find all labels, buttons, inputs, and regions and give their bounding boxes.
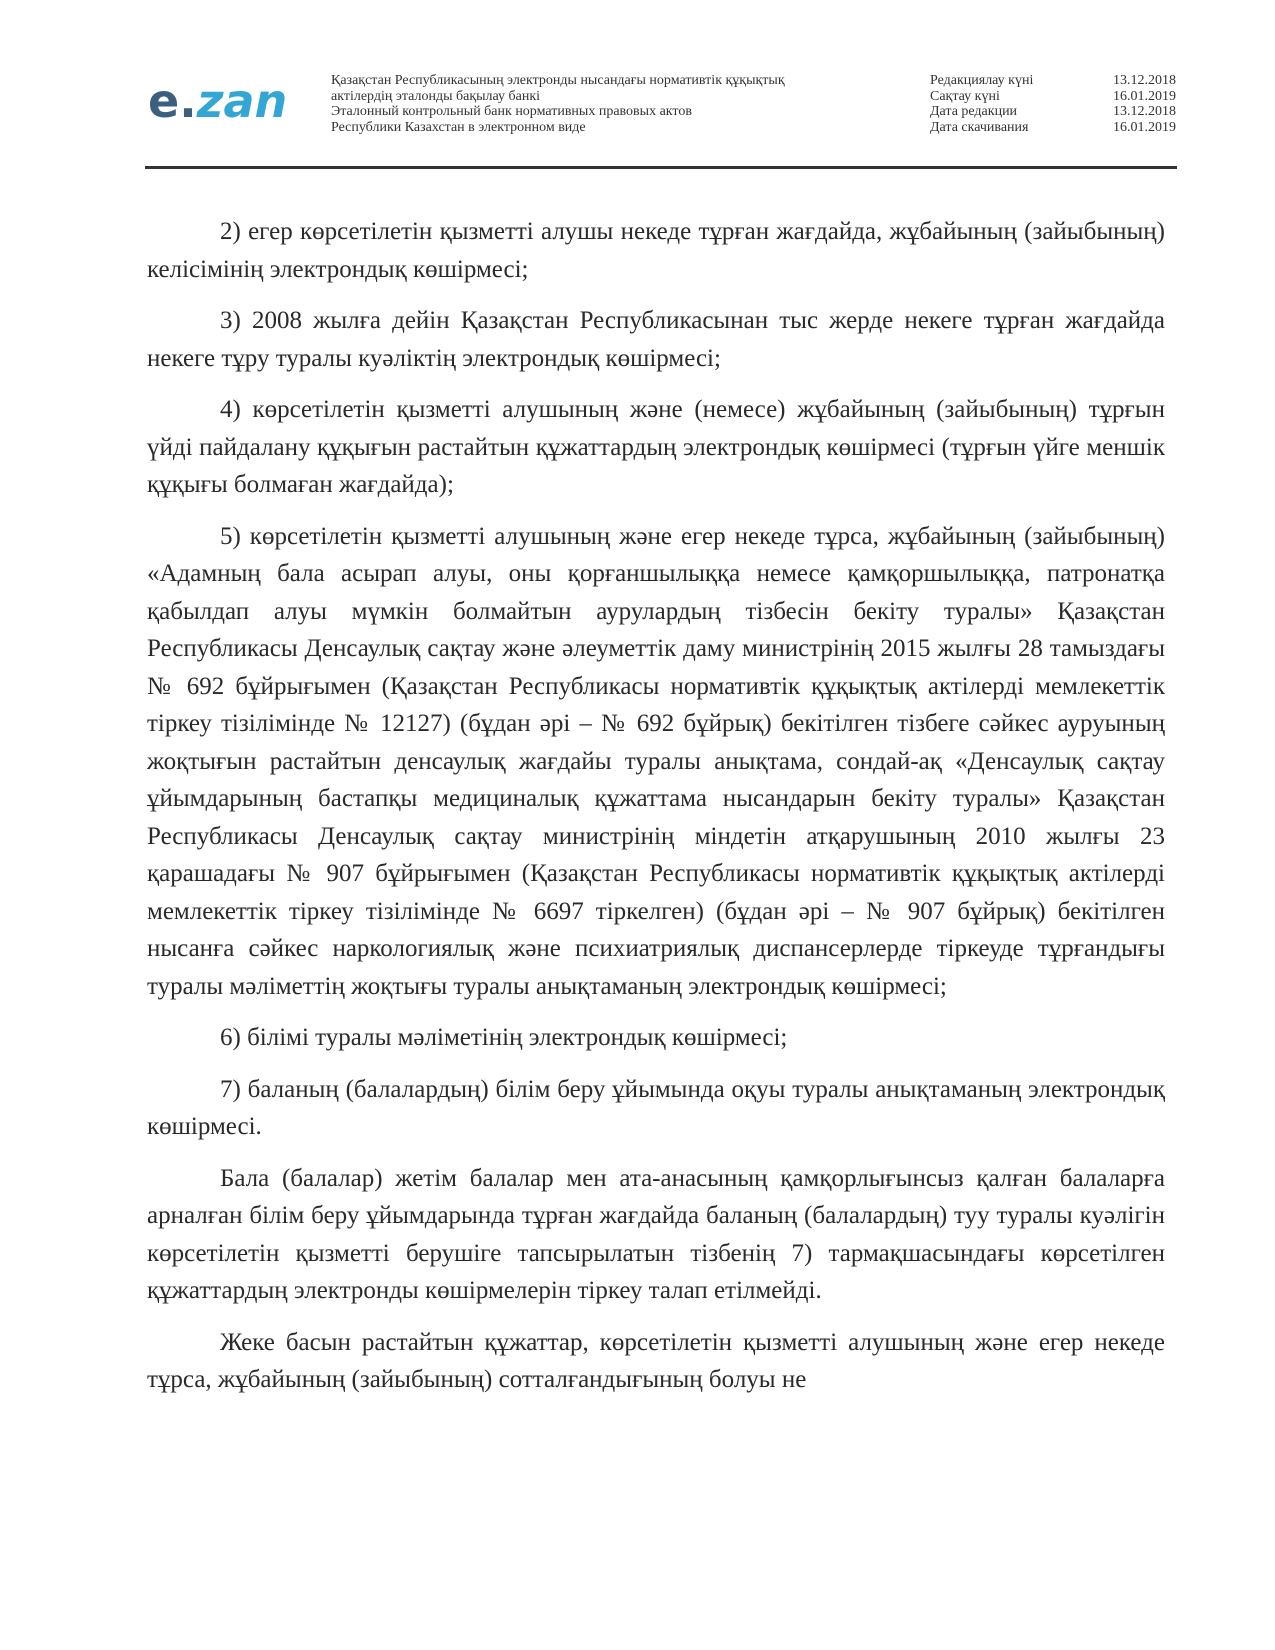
- paragraph-item-7: 7) баланың (балалардың) білім беру ұйымында оқуы туралы анықтаманың электрондық көшірмесі.: [147, 1075, 1165, 1140]
- date-label: Дата редакции: [930, 104, 1018, 119]
- date-label: Редакциялау күні: [930, 73, 1034, 88]
- date-row: [930, 73, 1176, 89]
- bank-title-line: Эталонный контрольный банк нормативных правовых актов: [331, 104, 692, 119]
- document-body: [147, 213, 1165, 1413]
- header-divider: [145, 166, 1177, 169]
- paragraph-identity-docs: Жеке басын растайтын құжаттар, көрсетілетін қызметті алушының және егер некеде тұрса, жұбайының (зайыбының) сотталғандығының болуы не: [147, 1328, 1165, 1393]
- paragraph-item-3: 3) 2008 жылға дейін Қазақстан Республикасынан тыс жерде некеге тұрған жағдайда некеге тұру туралы куәліктің электрондық көшірмесі;: [147, 307, 1165, 372]
- paragraph-item-2: 2) егер көрсетілетін қызметті алушы некеде тұрған жағдайда, жұбайының (зайыбының) келісімінің электрондық көшірмесі;: [147, 218, 1165, 283]
- document-dates: [930, 73, 1176, 135]
- date-label: Сақтау күні: [930, 88, 1000, 104]
- bank-title-line: Қазақстан Республикасының электронды нысандағы нормативтік құқықтық: [331, 73, 785, 88]
- date-row: [930, 89, 1176, 105]
- date-value: 16.01.2019: [1113, 119, 1176, 135]
- ezan-logo: e.zan: [148, 74, 288, 128]
- paragraph-item-6: 6) білімі туралы мәліметінің электрондық көшірмесі;: [220, 1024, 788, 1051]
- date-row: [930, 104, 1176, 120]
- date-value: 13.12.2018: [1113, 73, 1176, 88]
- bank-title: [331, 73, 785, 135]
- bank-title-line: актілердің эталонды бақылау банкі: [331, 88, 541, 104]
- paragraph-item-5: 5) көрсетілетін қызметті алушының және егер некеде тұрса, жұбайының (зайыбының) «Адамның бала асырап алуы, оны қорғаншылыққа немесе қамқоршылыққа, патронатқа қабылдап алуы мүмкін болмайтын аурулардың тізбесін бекіту туралы» Қазақстан Республикасы Денсаулық сақтау және әлеуметтік даму министрінің 2015 жылғы 28 тамыздағы № 692 бұйрығымен (Қазақстан Республикасы нормативтік құқықтық актілерді мемлекеттік тіркеу тізілімінде № 12127) (бұдан әрі – № 692 бұйрық) бекітілген тізбеге сәйкес ауруының жоқтығын растайтын денсаулық жағдайы туралы анықтама, сондай-ақ «Денсаулық сақтау ұйымдарының бастапқы медициналық құжаттама нысандарын бекіту туралы» Қазақстан Республикасы Денсаулық сақтау министрінің міндетін атқарушының 2010 жылғы 23 қарашадағы № 907 бұйрығымен (Қазақстан Республикасы нормативтік құқықтық актілерді мемлекеттік тіркеу тізілімінде № 6697 тіркелген) (бұдан әрі – № 907 бұйрық) бекітілген нысанға сәйкес наркологиялық және психиатриялық диспансерлерде тіркеуде тұрғандығы туралы мәліметтің жоқтығы туралы анықтаманың электрондық көшірмесі;: [147, 522, 1165, 1000]
- date-label: Дата скачивания: [930, 119, 1029, 135]
- paragraph-orphans-note: Бала (балалар) жетім балалар мен ата-анасының қамқорлығынсыз қалған балаларға арналған білім беру ұйымдарында тұрған жағдайда баланың (балалардың) туу туралы куәлігін көрсетілетін қызметті берушіге тапсырылатын тізбенің 7) тармақшасындағы көрсетілген құжаттардың электронды көшірмелерін тіркеу талап етілмейді.: [147, 1164, 1165, 1304]
- document-header: [0, 0, 1275, 170]
- bank-title-line: Республики Казахстан в электронном виде: [331, 119, 586, 135]
- paragraph-item-4: 4) көрсетілетін қызметті алушының және (немесе) жұбайының (зайыбының) тұрғын үйді пайдалану құқығын растайтын құжаттардың электрондық көшірмесі (тұрғын үйге меншік құқығы болмаған жағдайда);: [147, 396, 1165, 498]
- date-value: 13.12.2018: [1113, 104, 1176, 119]
- date-row: [930, 120, 1176, 136]
- date-value: 16.01.2019: [1113, 88, 1176, 104]
